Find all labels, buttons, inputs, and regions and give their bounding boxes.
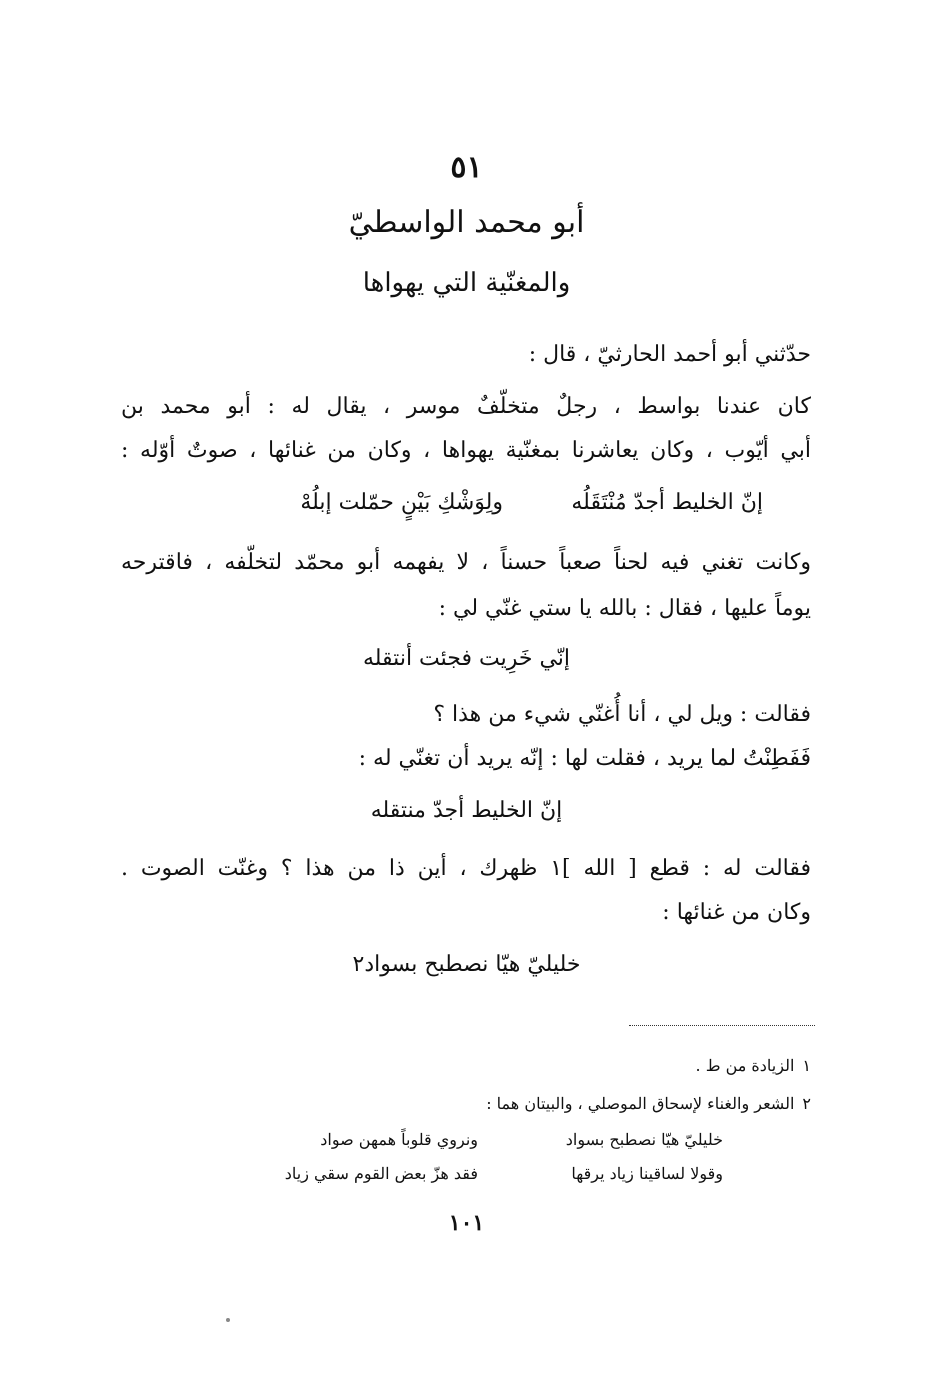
verse-line: خليليّ هيّا نصطبح بسواد٢: [352, 952, 581, 977]
footnote-number: ٢: [802, 1094, 811, 1113]
verse-hemistich-left: ولِوَشْكِ بَيْنٍ حمّلت إبلُهْ: [300, 490, 503, 515]
footnote-divider: [629, 1025, 815, 1026]
page-number: ١٠١: [448, 1210, 485, 1236]
body-line: كان عندنا بواسط ، رجلٌ متخلّفٌ موسر ، يقال له : أبو محمد بن: [121, 394, 811, 419]
footnote-verse-right: خليليّ هيّا نصطبح بسواد: [565, 1130, 723, 1149]
footnote-2: [121, 1094, 811, 1113]
body-line: وكان من غنائها :: [662, 900, 811, 925]
footnote-verse-left: فقد هزّ بعض القوم سقي زياد: [284, 1164, 478, 1183]
verse-line: إنّي خَرِيت فجئت أنتقله: [362, 646, 571, 671]
body-line: فقالت له : قطع [ الله ]١ ظهرك ، أين ذا من هذا ؟ وغنّت الصوت .: [121, 856, 811, 881]
verse-line: إنّ الخليط أجدّ منتقله: [370, 798, 563, 823]
ink-speck: [226, 1318, 230, 1322]
footnote-text: الشعر والغناء لإسحاق الموصلي ، والبيتان هما :: [486, 1094, 795, 1113]
footnote-text: الزيادة من ط .: [695, 1056, 795, 1075]
footnote-1: [121, 1056, 811, 1075]
verse-hemistich-right: إنّ الخليط أجدّ مُنْتَقَلُه: [571, 490, 763, 515]
body-line: وكانت تغني فيه لحناً صعباً حسناً ، لا يفهمه أبو محمّد لتخلّفه ، فاقترحه: [121, 550, 811, 575]
footnote-number: ١: [802, 1056, 811, 1075]
body-line: أبي أيّوب ، وكان يعاشرنا بمغنّية يهواها ، وكان من غنائها ، صوتٌ أوّله :: [121, 438, 811, 463]
footnote-verse-left: ونروي قلوباً همهن صواد: [320, 1130, 478, 1149]
body-line: يوماً عليها ، فقال : بالله يا ستي غنّي لي :: [438, 596, 811, 621]
body-line: فَفَطِنْتُ لما يريد ، فقلت لها : إنّه يريد أن تغنّي له :: [358, 746, 811, 771]
footnote-verse-right: وقولا لساقينا زياد يرقها: [571, 1164, 723, 1183]
story-number: ٥١: [450, 150, 483, 185]
body-line: فقالت : ويل لي ، أنا أُغنّي شيء من هذا ؟: [433, 702, 811, 727]
body-line: حدّثني أبو أحمد الحارثيّ ، قال :: [528, 342, 811, 367]
story-subtitle: والمغنّية التي يهواها: [362, 268, 571, 298]
story-title: أبو محمد الواسطيّ: [348, 205, 585, 240]
